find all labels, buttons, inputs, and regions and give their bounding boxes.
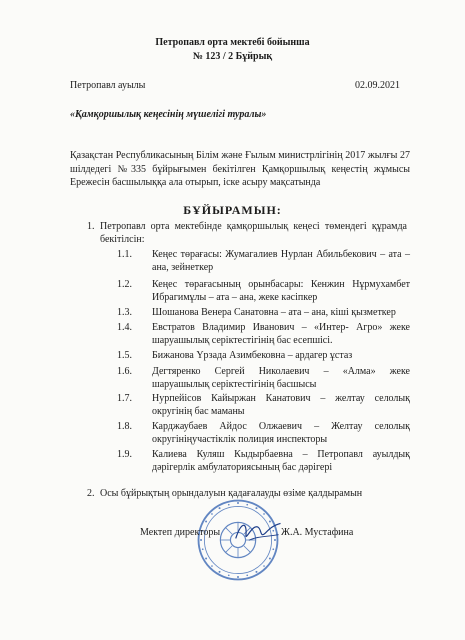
order-subject: «Қамқоршылық кеңесінің мүшелігі туралы»	[70, 109, 267, 120]
member-text: Калиева Куляш Кыдырбаевна – Петропавл ауылдық дәрігерлік амбулаториясының бас дәрігері	[152, 449, 410, 473]
member-text: Бижанова Үрзада Азимбековна – ардагер ұстаз	[152, 350, 353, 361]
order-item-text: Петропавл орта мектебінде қамқоршылық кеңесі төмендегі құрамда бекітілсін:	[100, 221, 407, 245]
member-number: 1.2.	[117, 279, 132, 290]
document-header-school: Петропавл орта мектебі бойынша	[155, 37, 310, 48]
order-item-number: 1.	[87, 221, 95, 232]
order-heading: БҰЙЫРАМЫН:	[183, 203, 282, 217]
member-number: 1.5.	[117, 350, 132, 361]
order-item-number: 2.	[87, 488, 95, 499]
signatory-name: Ж.А. Мустафина	[281, 527, 354, 538]
village-name: Петропавл ауылы	[70, 80, 146, 91]
signatory-role: Мектеп директоры	[140, 527, 221, 538]
member-text: Евстратов Владимир Иванович – «Интер- Агро» жеке шаруашылық серіктестігінің бас есепшісі.	[152, 322, 410, 346]
member-number: 1.6.	[117, 366, 132, 377]
preamble-paragraph: Қазақстан Республикасының Білім және Ғылым министрлігінің 2017 жылғы 27 шілдедегі №335 бұйрығымен бекітілген Қамқоршылық кеңестің жұмысы Ережесін басшылыққа ала отырып, іске асыру мақсатында	[70, 150, 410, 188]
order-date: 02.09.2021	[355, 80, 400, 91]
handwritten-signature-icon	[232, 514, 288, 546]
member-number: 1.1.	[117, 249, 132, 260]
member-number: 1.8.	[117, 421, 132, 432]
document-header-order-number: № 123 / 2 Бұйрық	[192, 51, 273, 62]
member-number: 1.4.	[117, 322, 132, 333]
order-item-1	[87, 220, 407, 246]
member-text: Кеңес төрағасының орынбасары: Кенжин Нұрмухамбет Ибрагимұлы – ата – ана, жеке кәсіпкер	[152, 279, 410, 303]
member-text: Карджаубаев Айдос Олжаевич – Желтау селолық округініңучастіклік полиция инспекторы	[152, 421, 410, 445]
member-text: Нурпейісов Кайыржан Канатович – желтау селолық округінің бас маманы	[152, 393, 410, 417]
member-text: Дегтяренко Сергей Николаевич – «Алма» жеке шаруашылық серіктестігінің басшысы	[152, 366, 410, 390]
member-text: Шошанова Венера Санатовна – ата – ана, кіші қызметкер	[152, 307, 396, 318]
member-number: 1.3.	[117, 307, 132, 318]
member-number: 1.7.	[117, 393, 132, 404]
member-number: 1.9.	[117, 449, 132, 460]
order-item-text: Осы бұйрықтың орындалуын қадағалауды өзіме қалдырамын	[100, 488, 363, 499]
member-text: Кеңес төрағасы: Жумагалиев Нурлан Абильбекович – ата – ана, зейнеткер	[152, 249, 410, 273]
